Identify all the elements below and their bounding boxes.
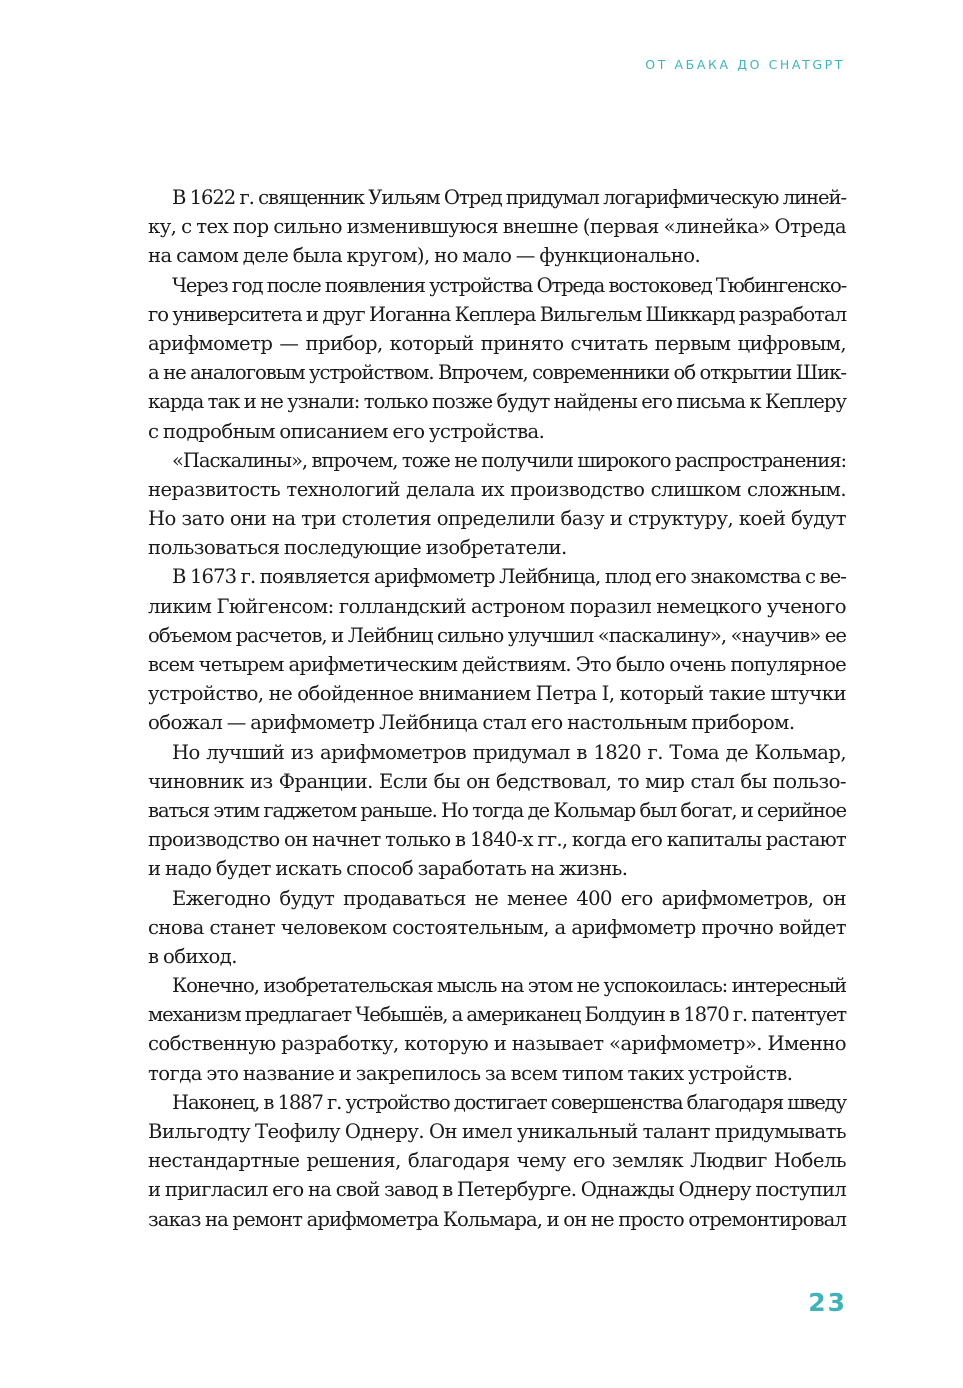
text-line: всем четырем арифметическим действиям. Это было очень популярное: [148, 653, 846, 676]
paragraph-6: [148, 884, 846, 972]
text-line: неразвитость технологий делала их производство слишком сложным.: [148, 477, 846, 501]
paragraph-1: [148, 183, 846, 271]
text-line: чиновник из Франции. Если бы он бедствовал, то мир стал бы пользо-: [148, 769, 846, 793]
text-line: Вильгодту Теофилу Однеру. Он имел уникальный талант придумывать: [148, 1120, 846, 1143]
text-line: Но зато они на три столетия определили базу и структуру, коей будут: [148, 507, 846, 531]
paragraph-2: [148, 271, 846, 446]
text-line: Конечно, изобретательская мысль на этом не успокоилась: интересный: [172, 974, 846, 998]
text-line: ку, с тех пор сильно изменившуюся внешне (первая «линейка» Отреда: [148, 215, 846, 239]
text-line: заказ на ремонт арифмометра Кольмара, и он не просто отремонтировал: [148, 1207, 846, 1231]
text-line: карда так и не узнали: только позже будут найдены его письма к Кеплеру: [148, 390, 846, 414]
text-line: нестандартные решения, благодаря чему его земляк Людвиг Нобель: [148, 1149, 846, 1173]
text-line: ваться этим гаджетом раньше. Но тогда де Кольмар был богат, и серийное: [148, 798, 846, 822]
text-line: арифмометр — прибор, который принято считать первым цифровым,: [148, 331, 846, 355]
text-line: а не аналоговым устройством. Впрочем, современники об открытии Шик-: [148, 361, 846, 385]
text-line: Наконец, в 1887 г. устройство достигает совершенства благодаря шведу: [172, 1090, 846, 1114]
text-line: в обиход.: [148, 944, 237, 968]
text-line: «Паскалины», впрочем, тоже не получили широкого распространения:: [172, 448, 846, 472]
text-line: и надо будет искать способ заработать на жизнь.: [148, 857, 628, 881]
page-number: 23: [808, 1288, 847, 1317]
text-line: Но лучший из арифмометров придумал в 1820 г. Тома де Кольмар,: [172, 740, 846, 764]
text-line: ликим Гюйгенсом: голландский астроном поразил немецкого ученого: [148, 594, 846, 618]
text-line: Ежегодно будут продаваться не менее 400 его арифмометров, он: [172, 886, 846, 910]
paragraph-3: [148, 446, 846, 563]
paragraph-4: [148, 562, 846, 737]
text-line: собственную разработку, которую и называет «арифмометр». Именно: [148, 1032, 846, 1056]
text-line: обожал — арифмометр Лейбница стал его настольным прибором.: [148, 711, 795, 735]
text-line: В 1673 г. появляется арифмометр Лейбница, плод его знакомства с ве-: [172, 565, 846, 589]
running-header: ОТ АБАКА ДО CHATGPT: [645, 57, 845, 72]
text-line: и пригласил его на свой завод в Петербурге. Однажды Однеру поступил: [148, 1178, 846, 1202]
text-line: В 1622 г. священник Уильям Отред придумал логарифмическую линей-: [172, 186, 846, 209]
text-line: устройство, не обойденное вниманием Петра I, который такие штучки: [148, 682, 846, 706]
text-line: снова станет человеком состоятельным, а арифмометр прочно войдет: [148, 915, 846, 939]
paragraph-7: [148, 971, 846, 1088]
paragraph-8: [148, 1088, 846, 1234]
text-line: пользоваться последующие изобретатели.: [148, 536, 567, 560]
text-line: на самом деле была кругом), но мало — функционально.: [148, 244, 701, 268]
text-line: Через год после появления устройства Отреда востоковед Тюбингенско-: [172, 273, 846, 297]
text-line: с подробным описанием его устройства.: [148, 419, 545, 443]
text-line: механизм предлагает Чебышёв, а американец Болдуин в 1870 г. патентует: [148, 1003, 846, 1027]
text-line: тогда это название и закрепилось за всем типом таких устройств.: [148, 1061, 793, 1085]
paragraph-5: [148, 738, 846, 884]
text-line: объемом расчетов, и Лейбниц сильно улучшил «паскалину», «научив» ее: [148, 623, 846, 647]
body-text: [148, 183, 846, 1234]
text-line: го университета и друг Иоганна Кеплера Вильгельм Шиккард разработал: [148, 302, 846, 326]
text-line: производство он начнет только в 1840-х гг., когда его капиталы растают: [148, 828, 846, 852]
